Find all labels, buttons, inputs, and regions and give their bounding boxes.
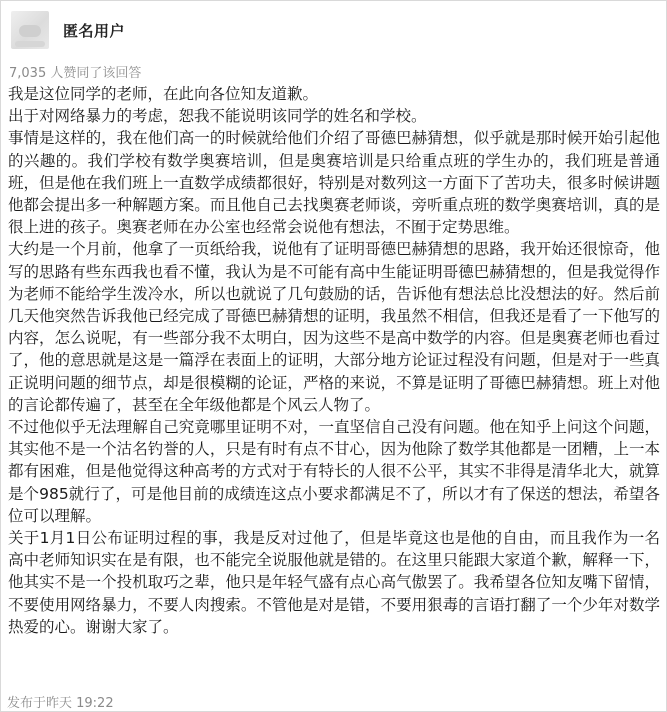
answer-content <box>8 83 660 638</box>
author-name[interactable]: 匿名用户 <box>63 21 126 40</box>
paragraph: 出于对网络暴力的考虑，恕我不能说明该同学的姓名和学校。 <box>8 107 427 126</box>
author-header <box>11 10 125 50</box>
paragraph: 我是这位同学的老师，在此向各位知友道歉。 <box>8 85 319 103</box>
paragraph: 大约是一个月前，他拿了一页纸给我，说他有了证明哥德巴赫猜想的思路，我开始还很惊奇，他写的思路有些东西我也看不懂，我认为是不可能有高中生能证明哥德巴赫猜想的，但是我觉得作为老师不能给学生泼冷水，所以也就说了几句鼓励的话，告诉他有想法总比没想法的好。然后前几天他突然告诉我他已经完成了哥德巴赫猜想的证明，我虽然不相信，但我还是看了一下他写的内容，怎么说呢，有一些部分我不太明白，因为这些不是高中数学的内容。但是奥赛老师也看过了，他的意思就是这是一篇浮在表面上的证明，大部分地方论证过程没有问题，但是对于一些真正说明问题的细节点，却是很模糊的论证，严格的来说，不算是证明了哥德巴赫猜想。班上对他的言论都传遍了，甚至在全年级他都是个风云人物了。 <box>8 240 660 414</box>
published-time[interactable]: 发布于昨天 19:22 <box>7 696 114 711</box>
paragraph: 不过他似乎无法理解自己究竟哪里证明不对，一直坚信自己没有问题。他在知乎上问这个问题，其实他不是一个沽名钓誉的人，只是有时有点不甘心，因为他除了数学其他都是一团糟，上一本都有困难，但是他觉得这种高考的方式对于有特长的人很不公平，其实不非得是清华北大，就算是个985就行了，可是他目前的成绩连这点小要求都满足不了，所以才有了保送的想法，希望各位可以理解。 <box>8 418 660 525</box>
paragraph: 关于1月1日公布证明过程的事，我是反对过他了，但是毕竟这也是他的自由，而且我作为一名高中老师知识实在是有限，也不能完全说服他就是错的。在这里只能跟大家道个歉，解释一下，他其实不是一个投机取巧之辈，他只是年轻气盛有点心高气傲罢了。我希望各位知友嘴下留情，不要使用网络暴力，不要人肉搜索。不管他是对是错，不要用狠毒的言语打翻了一个少年对数学热爱的心。谢谢大家了。 <box>8 529 660 636</box>
avatar[interactable] <box>11 11 49 49</box>
likes-count: 7,035 人赞同了该回答 <box>9 66 142 81</box>
paragraph: 事情是这样的，我在他们高一的时候就给他们介绍了哥德巴赫猜想，似乎就是那时候开始引起他的兴趣的。我们学校有数学奥赛培训，但是奥赛培训是只给重点班的学生办的，我们班是普通班，但是他在我们班上一直数学成绩都很好，特别是对数列这一方面下了苦功夫，很多时候讲题他都会提出多一种解题方案。而且他自己去找奥赛老师谈，旁听重点班的数学奥赛培训，真的是很上进的孩子。奥赛老师在办公室也经常会说他有想法，不囿于定势思维。 <box>8 129 660 237</box>
